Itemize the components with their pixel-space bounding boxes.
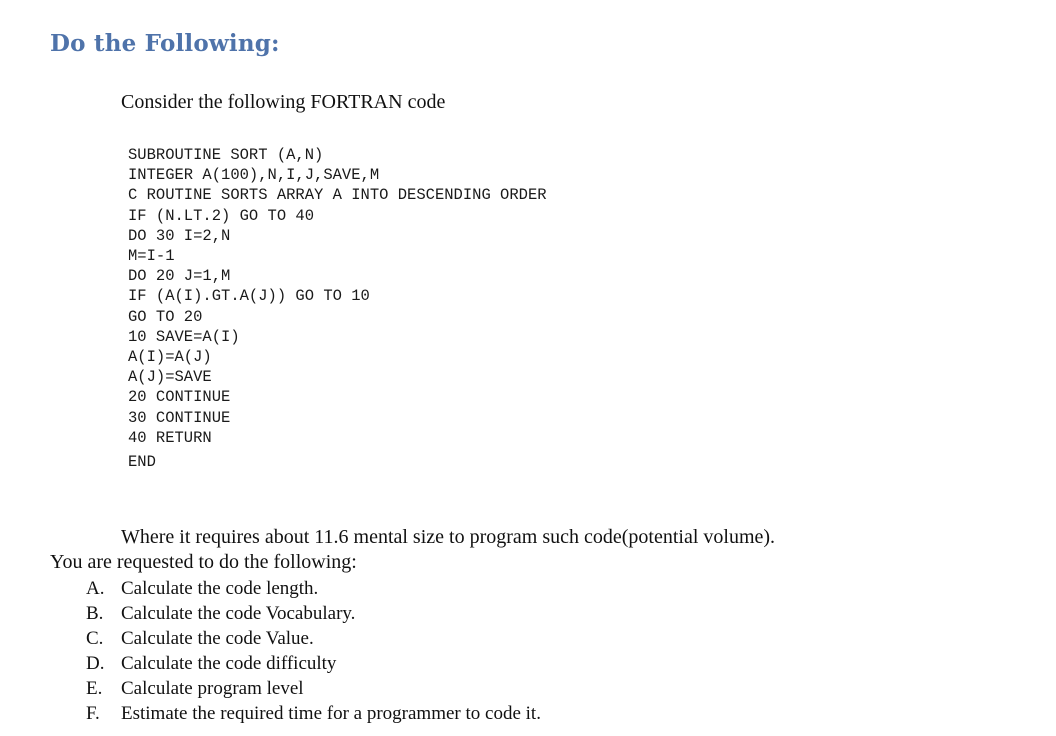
code-line: IF (N.LT.2) GO TO 40 (128, 206, 315, 225)
task-letter: B. (86, 603, 104, 624)
code-line: SUBROUTINE SORT (A,N) (128, 146, 324, 164)
task-text: Calculate the code Vocabulary. (121, 603, 356, 624)
code-line: 30 CONTINUE (128, 408, 231, 427)
task-list (86, 576, 541, 726)
task-text: Calculate the code Value. (121, 628, 314, 649)
code-block (128, 145, 547, 472)
task-item (86, 676, 541, 701)
task-letter: A. (86, 578, 105, 599)
task-item (86, 601, 541, 626)
potential-volume-statement: Where it requires about 11.6 mental size to program such code(potential volume). (121, 526, 776, 548)
code-line: 20 CONTINUE (128, 388, 231, 407)
task-letter: E. (86, 678, 103, 699)
code-line: DO 30 I=2,N (128, 226, 231, 245)
code-line: END (128, 453, 156, 472)
page-heading: Do the Following: (50, 30, 280, 57)
code-line: M=I-1 (128, 247, 175, 266)
request-text: You are requested to do the following: (50, 551, 357, 573)
task-item (86, 626, 541, 651)
task-item (86, 651, 541, 676)
code-line: GO TO 20 (128, 307, 203, 326)
task-letter: F. (86, 703, 100, 724)
intro-text: Consider the following FORTRAN code (121, 91, 446, 113)
task-item (86, 701, 541, 726)
code-line: DO 20 J=1,M (128, 267, 231, 286)
code-line: A(I)=A(J) (128, 348, 212, 367)
task-letter: D. (86, 653, 105, 674)
task-text: Calculate the code difficulty (121, 653, 337, 674)
code-line: C ROUTINE SORTS ARRAY A INTO DESCENDING ORDER (128, 186, 547, 205)
task-text: Estimate the required time for a programmer to code it. (121, 703, 541, 724)
task-text: Calculate program level (121, 678, 304, 699)
code-line: A(J)=SAVE (128, 368, 212, 387)
code-line: IF (A(I).GT.A(J)) GO TO 10 (128, 287, 370, 306)
code-line: 10 SAVE=A(I) (128, 327, 240, 346)
task-letter: C. (86, 628, 104, 649)
task-text: Calculate the code length. (121, 578, 319, 599)
code-line: 40 RETURN (128, 428, 212, 447)
code-line: INTEGER A(100),N,I,J,SAVE,M (128, 166, 380, 185)
task-item (86, 576, 541, 601)
